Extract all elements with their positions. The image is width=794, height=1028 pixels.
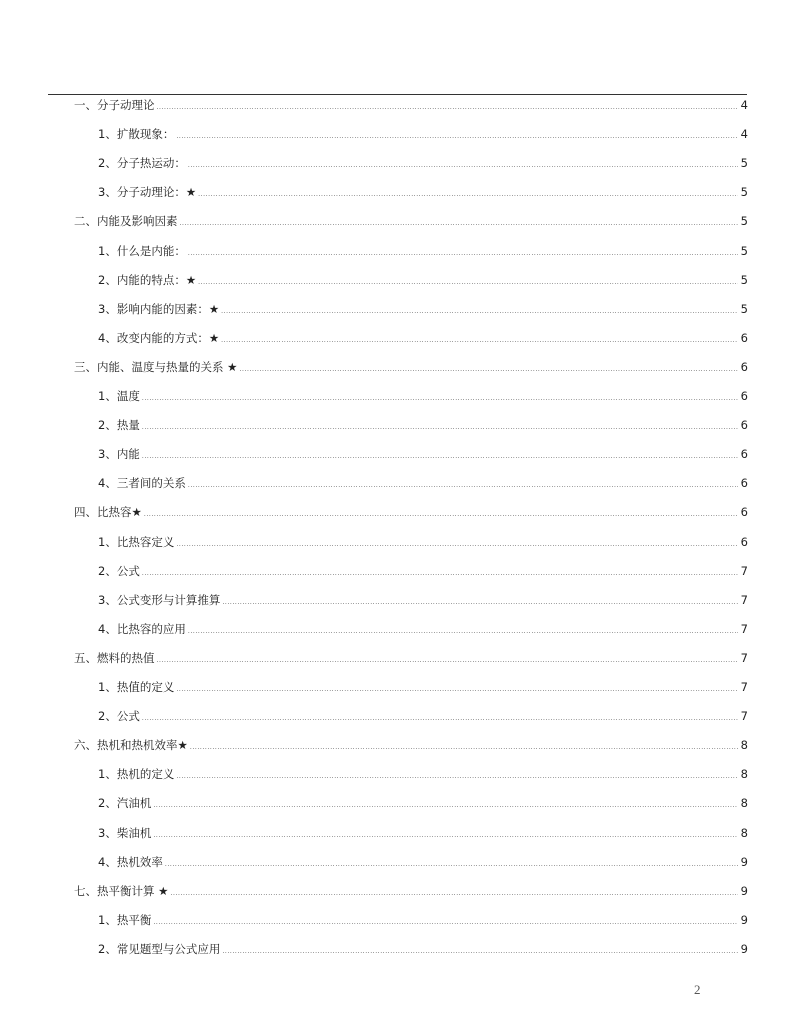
toc-entry-page-number: 8 (740, 825, 748, 840)
toc-dot-leader (142, 418, 738, 438)
toc-subsection-entry[interactable] (98, 270, 748, 290)
toc-section-entry[interactable] (74, 502, 748, 522)
toc-entry-label: 3、影响内能的因素：★ (98, 301, 220, 316)
toc-entry-label: 3、公式变形与计算推算 (98, 592, 221, 607)
toc-subsection-entry[interactable] (98, 444, 748, 464)
toc-dot-leader (188, 622, 738, 642)
toc-entry-page-number: 9 (740, 883, 748, 898)
toc-entry-label: 1、什么是内能： (98, 243, 186, 258)
toc-entry-label: 2、分子热运动： (98, 156, 186, 171)
toc-entry-page-number: 5 (740, 301, 748, 316)
toc-entry-label: 2、内能的特点：★ (98, 272, 197, 287)
toc-subsection-entry[interactable] (98, 939, 748, 959)
toc-section-entry[interactable] (74, 211, 748, 231)
toc-dot-leader (176, 535, 738, 555)
toc-dot-leader (153, 796, 738, 816)
toc-subsection-entry[interactable] (98, 415, 748, 435)
toc-dot-leader (176, 680, 738, 700)
toc-subsection-entry[interactable] (98, 793, 748, 813)
toc-section-entry[interactable] (74, 95, 748, 115)
toc-dot-leader (153, 913, 738, 933)
toc-entry-page-number: 4 (740, 127, 748, 142)
toc-subsection-entry[interactable] (98, 590, 748, 610)
toc-entry-label: 4、比热容的应用 (98, 621, 186, 636)
toc-dot-leader (142, 389, 738, 409)
toc-entry-label: 3、分子动理论：★ (98, 185, 197, 200)
toc-entry-label: 1、扩散现象： (98, 127, 175, 142)
toc-entry-page-number: 6 (740, 534, 748, 549)
toc-entry-label: 一、分子动理论 (74, 98, 155, 112)
toc-entry-label: 2、公式 (98, 563, 140, 578)
toc-entry-label: 六、热机和热机效率★ (74, 738, 188, 753)
toc-dot-leader (239, 360, 738, 380)
toc-subsection-entry[interactable] (98, 124, 748, 144)
toc-entry-page-number: 4 (740, 98, 748, 112)
toc-entry-label: 三、内能、温度与热量的关系 ★ (74, 359, 238, 374)
toc-entry-page-number: 9 (740, 912, 748, 927)
toc-subsection-entry[interactable] (98, 706, 748, 726)
toc-entry-label: 3、柴油机 (98, 825, 152, 840)
toc-entry-page-number: 9 (740, 854, 748, 869)
toc-entry-page-number: 7 (740, 592, 748, 607)
toc-subsection-entry[interactable] (98, 910, 748, 930)
toc-entry-page-number: 5 (740, 272, 748, 287)
toc-entry-label: 2、公式 (98, 709, 140, 724)
toc-subsection-entry[interactable] (98, 299, 748, 319)
toc-dot-leader (165, 855, 738, 875)
toc-dot-leader (222, 593, 738, 613)
toc-subsection-entry[interactable] (98, 677, 748, 697)
toc-dot-leader (170, 884, 738, 904)
toc-subsection-entry[interactable] (98, 561, 748, 581)
toc-entry-page-number: 6 (740, 330, 748, 345)
toc-entry-label: 四、比热容★ (74, 505, 142, 520)
toc-entry-page-number: 6 (740, 418, 748, 433)
toc-entry-label: 1、热平衡 (98, 912, 152, 927)
toc-entry-page-number: 6 (740, 505, 748, 520)
toc-entry-page-number: 7 (740, 650, 748, 665)
toc-subsection-entry[interactable] (98, 182, 748, 202)
toc-entry-label: 1、比热容定义 (98, 534, 175, 549)
toc-dot-leader (176, 127, 738, 147)
toc-entry-label: 2、常见题型与公式应用 (98, 941, 221, 956)
toc-entry-page-number: 7 (740, 680, 748, 694)
toc-dot-leader (144, 505, 738, 525)
toc-section-entry[interactable] (74, 881, 748, 901)
toc-entry-page-number: 7 (740, 621, 748, 636)
toc-entry-page-number: 5 (740, 185, 748, 200)
toc-subsection-entry[interactable] (98, 241, 748, 261)
toc-dot-leader (142, 564, 738, 584)
toc-entry-page-number: 6 (740, 447, 748, 462)
toc-dot-leader (157, 651, 739, 671)
toc-entry-label: 1、热机的定义 (98, 767, 175, 782)
toc-entry-label: 2、汽油机 (98, 796, 152, 811)
toc-entry-page-number: 7 (740, 563, 748, 578)
toc-entry-page-number: 6 (740, 389, 748, 403)
toc-entry-page-number: 5 (740, 156, 748, 171)
toc-section-entry[interactable] (74, 735, 748, 755)
toc-entry-page-number: 8 (740, 796, 748, 811)
toc-entry-label: 4、热机效率 (98, 854, 163, 869)
toc-subsection-entry[interactable] (98, 153, 748, 173)
toc-subsection-entry[interactable] (98, 764, 748, 784)
toc-subsection-entry[interactable] (98, 619, 748, 639)
toc-dot-leader (198, 185, 738, 205)
toc-dot-leader (222, 942, 738, 962)
toc-subsection-entry[interactable] (98, 852, 748, 872)
toc-entry-label: 七、热平衡计算 ★ (74, 883, 169, 898)
toc-entry-label: 1、温度 (98, 389, 140, 403)
toc-dot-leader (190, 738, 738, 758)
toc-entry-label: 4、三者间的关系 (98, 476, 186, 491)
toc-dot-leader (188, 156, 738, 176)
toc-dot-leader (142, 447, 738, 467)
toc-dot-leader (188, 476, 738, 496)
toc-dot-leader (221, 302, 738, 322)
toc-dot-leader (176, 767, 738, 787)
toc-entry-label: 4、改变内能的方式：★ (98, 330, 220, 345)
toc-entry-page-number: 7 (740, 709, 748, 724)
toc-subsection-entry[interactable] (98, 328, 748, 348)
toc-entry-label: 五、燃料的热值 (74, 650, 155, 665)
toc-entry-page-number: 6 (740, 359, 748, 374)
toc-subsection-entry[interactable] (98, 386, 748, 406)
toc-subsection-entry[interactable] (98, 532, 748, 552)
toc-entry-page-number: 5 (740, 243, 748, 258)
toc-subsection-entry[interactable] (98, 823, 748, 843)
toc-dot-leader (157, 98, 739, 118)
toc-dot-leader (180, 214, 739, 234)
toc-entry-page-number: 5 (740, 214, 748, 229)
toc-section-entry[interactable] (74, 648, 748, 668)
toc-entry-page-number: 9 (740, 941, 748, 956)
toc-entry-page-number: 6 (740, 476, 748, 491)
toc-section-entry[interactable] (74, 357, 748, 377)
toc-dot-leader (153, 826, 738, 846)
toc-subsection-entry[interactable] (98, 473, 748, 493)
toc-dot-leader (221, 331, 738, 351)
toc-entry-label: 1、热值的定义 (98, 680, 175, 694)
toc-dot-leader (198, 273, 738, 293)
toc-entry-label: 3、内能 (98, 447, 140, 462)
toc-entry-page-number: 8 (740, 767, 748, 782)
toc-dot-leader (142, 709, 738, 729)
toc-dot-leader (188, 244, 738, 264)
toc-entry-label: 2、热量 (98, 418, 140, 433)
toc-entry-page-number: 8 (740, 738, 748, 753)
page-number: 2 (694, 982, 701, 997)
toc-entry-label: 二、内能及影响因素 (74, 214, 178, 229)
